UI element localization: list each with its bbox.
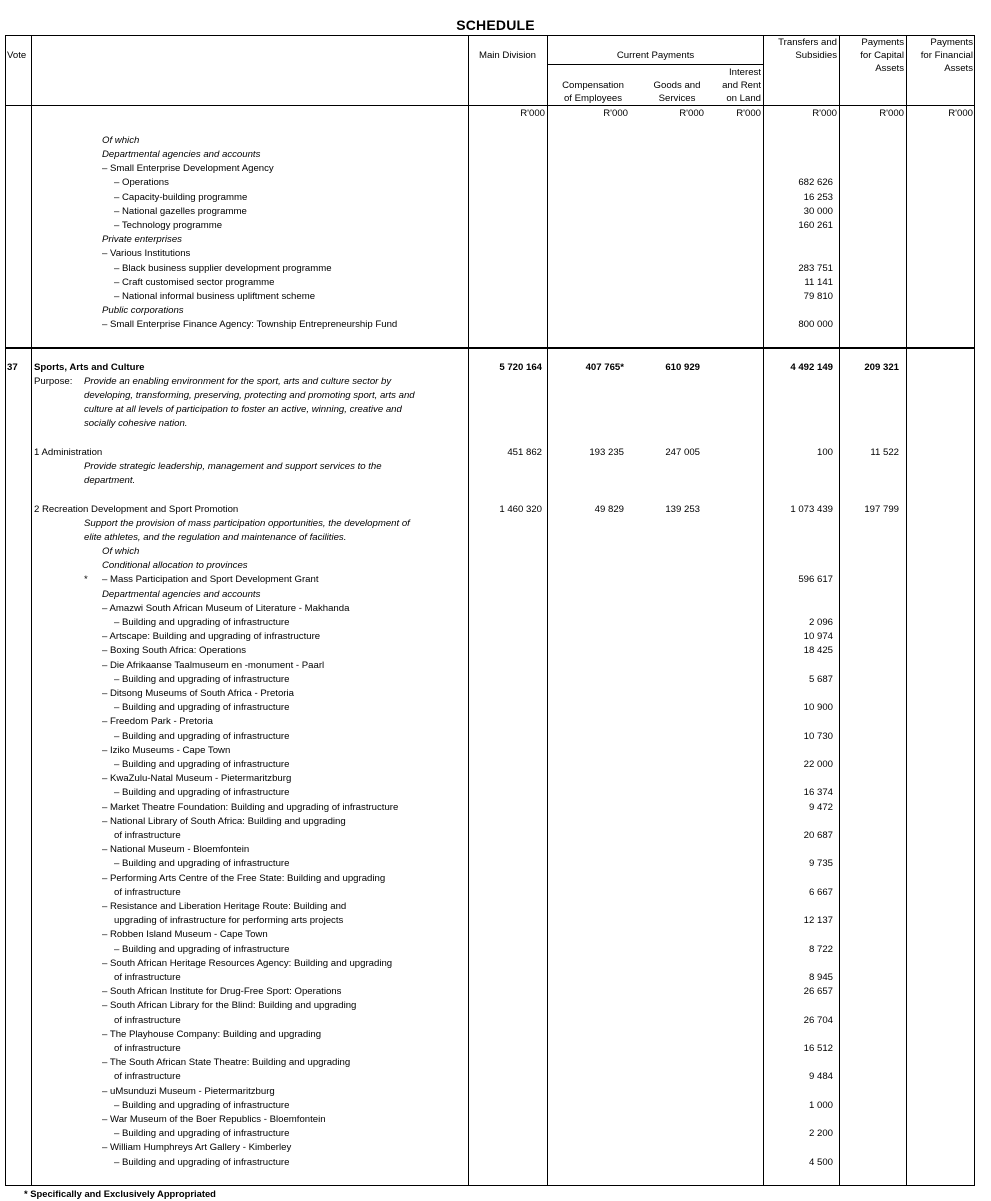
capital-value: 11 522 — [870, 447, 899, 458]
row-label: – Artscape: Building and upgrading of infrastructure — [102, 631, 321, 642]
row-label: of infrastructure — [114, 972, 181, 983]
col-divider — [31, 35, 32, 1186]
row-label: Public corporations — [102, 305, 184, 316]
goods-value: 610 929 — [665, 362, 700, 373]
transfers-value: 10 974 — [803, 631, 833, 642]
unit-main: R'000 — [520, 108, 545, 119]
row-label: Private enterprises — [102, 234, 182, 245]
row-label: culture at all levels of participation to foster an active, winning, creative and — [84, 404, 402, 415]
row-label: 2 Recreation Development and Sport Promotion — [34, 504, 239, 515]
comp-value: 407 765* — [585, 362, 624, 373]
row-label: – Performing Arts Centre of the Free State: Building and upgrading — [102, 873, 386, 884]
row-label: – Building and upgrading of infrastructure — [114, 858, 290, 869]
row-label: Support the provision of mass participation opportunities, the development of — [84, 518, 410, 529]
transfers-value: 16 374 — [803, 787, 833, 798]
transfers-value: 4 492 149 — [790, 362, 833, 373]
row-label: – Technology programme — [114, 220, 223, 231]
row-label: 1 Administration — [34, 447, 103, 458]
transfers-value: 8 945 — [808, 972, 833, 983]
transfers-value: 10 730 — [803, 731, 833, 742]
row-label: – William Humphreys Art Gallery - Kimberley — [102, 1142, 292, 1153]
header-goods-2: Services — [658, 93, 696, 104]
row-label: of infrastructure — [114, 1015, 181, 1026]
row-label: – Various Institutions — [102, 248, 191, 259]
transfers-value: 2 200 — [808, 1128, 833, 1139]
row-label: elite athletes, and the regulation and maintenance of facilities. — [84, 532, 347, 543]
header-transfers-2: Subsidies — [795, 50, 837, 61]
transfers-value: 160 261 — [798, 220, 833, 231]
transfers-value: 18 425 — [803, 645, 833, 656]
transfers-value: 283 751 — [798, 263, 833, 274]
transfers-value: 1 073 439 — [790, 504, 833, 515]
header-capital-3: Assets — [875, 63, 904, 74]
vote-number: 37 — [7, 362, 18, 373]
transfers-value: 800 000 — [798, 319, 833, 330]
row-label: department. — [84, 475, 136, 486]
capital-value: 209 321 — [864, 362, 899, 373]
transfers-value: 16 512 — [803, 1043, 833, 1054]
row-label: – Craft customised sector programme — [114, 277, 275, 288]
row-label: Purpose: — [34, 376, 73, 387]
row-label: – Building and upgrading of infrastructure — [114, 1128, 290, 1139]
header-interest-2: and Rent — [722, 80, 761, 91]
col-divider — [839, 35, 840, 1186]
transfers-value: 596 617 — [798, 574, 833, 585]
transfers-value: 26 704 — [803, 1015, 833, 1026]
row-label: developing, transforming, preserving, protecting and promoting sport, arts and — [84, 390, 415, 401]
row-label: – South African Institute for Drug-Free Sport: Operations — [102, 986, 342, 997]
row-label: * — [84, 574, 88, 585]
unit-goods: R'000 — [679, 108, 704, 119]
row-label: – Iziko Museums - Cape Town — [102, 745, 231, 756]
row-label: of infrastructure — [114, 887, 181, 898]
header-transfers-1: Transfers and — [778, 37, 837, 48]
transfers-value: 4 500 — [808, 1157, 833, 1168]
comp-value: 49 829 — [594, 504, 624, 515]
row-label: of infrastructure — [114, 1043, 181, 1054]
transfers-value: 30 000 — [803, 206, 833, 217]
transfers-value: 1 000 — [808, 1100, 833, 1111]
transfers-value: 100 — [816, 447, 833, 458]
row-label: Conditional allocation to provinces — [102, 560, 248, 571]
row-label: Sports, Arts and Culture — [34, 362, 145, 373]
header-financial-3: Assets — [944, 63, 973, 74]
row-label: – Die Afrikaanse Taalmuseum en -monument - Paarl — [102, 660, 325, 671]
row-label: Provide strategic leadership, management and support services to the — [84, 461, 382, 472]
transfers-value: 20 687 — [803, 830, 833, 841]
row-label: – National Library of South Africa: Building and upgrading — [102, 816, 346, 827]
row-label: – The South African State Theatre: Building and upgrading — [102, 1057, 351, 1068]
header-comp-1: Compensation — [562, 80, 624, 91]
row-label: – Small Enterprise Development Agency — [102, 163, 274, 174]
transfers-value: 6 667 — [808, 887, 833, 898]
row-label: – Black business supplier development programme — [114, 263, 332, 274]
row-label: – Building and upgrading of infrastructure — [114, 759, 290, 770]
row-label: – Building and upgrading of infrastructure — [114, 731, 290, 742]
header-rule — [548, 64, 763, 65]
unit-comp: R'000 — [603, 108, 628, 119]
row-label: socially cohesive nation. — [84, 418, 188, 429]
main-value: 451 862 — [507, 447, 542, 458]
transfers-value: 22 000 — [803, 759, 833, 770]
row-label: – Boxing South Africa: Operations — [102, 645, 246, 656]
transfers-value: 11 141 — [804, 277, 833, 288]
row-label: – Building and upgrading of infrastructure — [114, 944, 290, 955]
page-title: SCHEDULE — [456, 17, 535, 33]
section-rule — [5, 347, 975, 349]
col-divider — [906, 35, 907, 1186]
header-vote: Vote — [7, 50, 27, 61]
header-main-division: Main Division — [478, 50, 537, 61]
goods-value: 247 005 — [665, 447, 700, 458]
row-label: – South African Library for the Blind: Building and upgrading — [102, 1000, 357, 1011]
transfers-value: 26 657 — [803, 986, 833, 997]
row-label: Of which — [102, 546, 140, 557]
goods-value: 139 253 — [665, 504, 700, 515]
transfers-value: 9 472 — [808, 802, 833, 813]
unit-interest: R'000 — [736, 108, 761, 119]
row-label: – War Museum of the Boer Republics - Bloemfontein — [102, 1114, 326, 1125]
header-interest-1: Interest — [729, 67, 761, 78]
row-label: – Building and upgrading of infrastructure — [114, 1100, 290, 1111]
row-label: – National gazelles programme — [114, 206, 247, 217]
row-label: – Building and upgrading of infrastructure — [114, 674, 290, 685]
row-label: upgrading of infrastructure for performing arts projects — [114, 915, 344, 926]
transfers-value: 10 900 — [803, 702, 833, 713]
row-label: Departmental agencies and accounts — [102, 149, 261, 160]
transfers-value: 79 810 — [803, 291, 833, 302]
transfers-value: 5 687 — [808, 674, 833, 685]
row-label: – Small Enterprise Finance Agency: Township Entrepreneurship Fund — [102, 319, 398, 330]
row-label: – Building and upgrading of infrastructure — [114, 617, 290, 628]
header-financial-1: Payments — [930, 37, 973, 48]
col-divider — [468, 35, 469, 1186]
row-label: – Ditsong Museums of South Africa - Pretoria — [102, 688, 294, 699]
row-label: Departmental agencies and accounts — [102, 589, 261, 600]
row-label: Provide an enabling environment for the sport, arts and culture sector by — [84, 376, 392, 387]
footnote: * Specifically and Exclusively Appropriated — [24, 1188, 216, 1199]
transfers-value: 9 735 — [808, 858, 833, 869]
unit-financial: R'000 — [948, 108, 973, 119]
row-label: – Resistance and Liberation Heritage Route: Building and — [102, 901, 347, 912]
row-label: – KwaZulu-Natal Museum - Pietermaritzburg — [102, 773, 292, 784]
row-label: – Market Theatre Foundation: Building and upgrading of infrastructure — [102, 802, 399, 813]
main-value: 1 460 320 — [499, 504, 542, 515]
header-interest-3: on Land — [726, 93, 761, 104]
transfers-value: 9 484 — [808, 1071, 833, 1082]
capital-value: 197 799 — [864, 504, 899, 515]
transfers-value: 12 137 — [803, 915, 833, 926]
main-value: 5 720 164 — [499, 362, 542, 373]
row-label: – Building and upgrading of infrastructure — [114, 1157, 290, 1168]
transfers-value: 16 253 — [803, 192, 833, 203]
row-label: – Building and upgrading of infrastructure — [114, 787, 290, 798]
transfers-value: 682 626 — [798, 177, 833, 188]
unit-transfers: R'000 — [812, 108, 837, 119]
transfers-value: 2 096 — [808, 617, 833, 628]
row-label: – South African Heritage Resources Agency: Building and upgrading — [102, 958, 393, 969]
header-financial-2: for Financial — [920, 50, 973, 61]
row-label: of infrastructure — [114, 1071, 181, 1082]
row-label: – Capacity-building programme — [114, 192, 248, 203]
row-label: – Amazwi South African Museum of Literature - Makhanda — [102, 603, 350, 614]
row-label: Of which — [102, 135, 140, 146]
header-goods-1: Goods and — [653, 80, 701, 91]
comp-value: 193 235 — [589, 447, 624, 458]
header-current-payments: Current Payments — [616, 50, 695, 61]
row-label: – The Playhouse Company: Building and upgrading — [102, 1029, 322, 1040]
row-label: of infrastructure — [114, 830, 181, 841]
col-divider — [547, 35, 548, 1186]
row-label: – Building and upgrading of infrastructure — [114, 702, 290, 713]
row-label: – Freedom Park - Pretoria — [102, 716, 213, 727]
row-label: – Mass Participation and Sport Development Grant — [102, 574, 319, 585]
row-label: – Robben Island Museum - Cape Town — [102, 929, 268, 940]
row-label: – National informal business upliftment scheme — [114, 291, 316, 302]
row-label: – uMsunduzi Museum - Pietermaritzburg — [102, 1086, 275, 1097]
row-label: – Operations — [114, 177, 169, 188]
header-capital-2: for Capital — [860, 50, 904, 61]
header-rule — [5, 105, 975, 106]
header-comp-2: of Employees — [563, 93, 623, 104]
row-label: – National Museum - Bloemfontein — [102, 844, 250, 855]
header-capital-1: Payments — [861, 37, 904, 48]
transfers-value: 8 722 — [808, 944, 833, 955]
unit-capital: R'000 — [879, 108, 904, 119]
